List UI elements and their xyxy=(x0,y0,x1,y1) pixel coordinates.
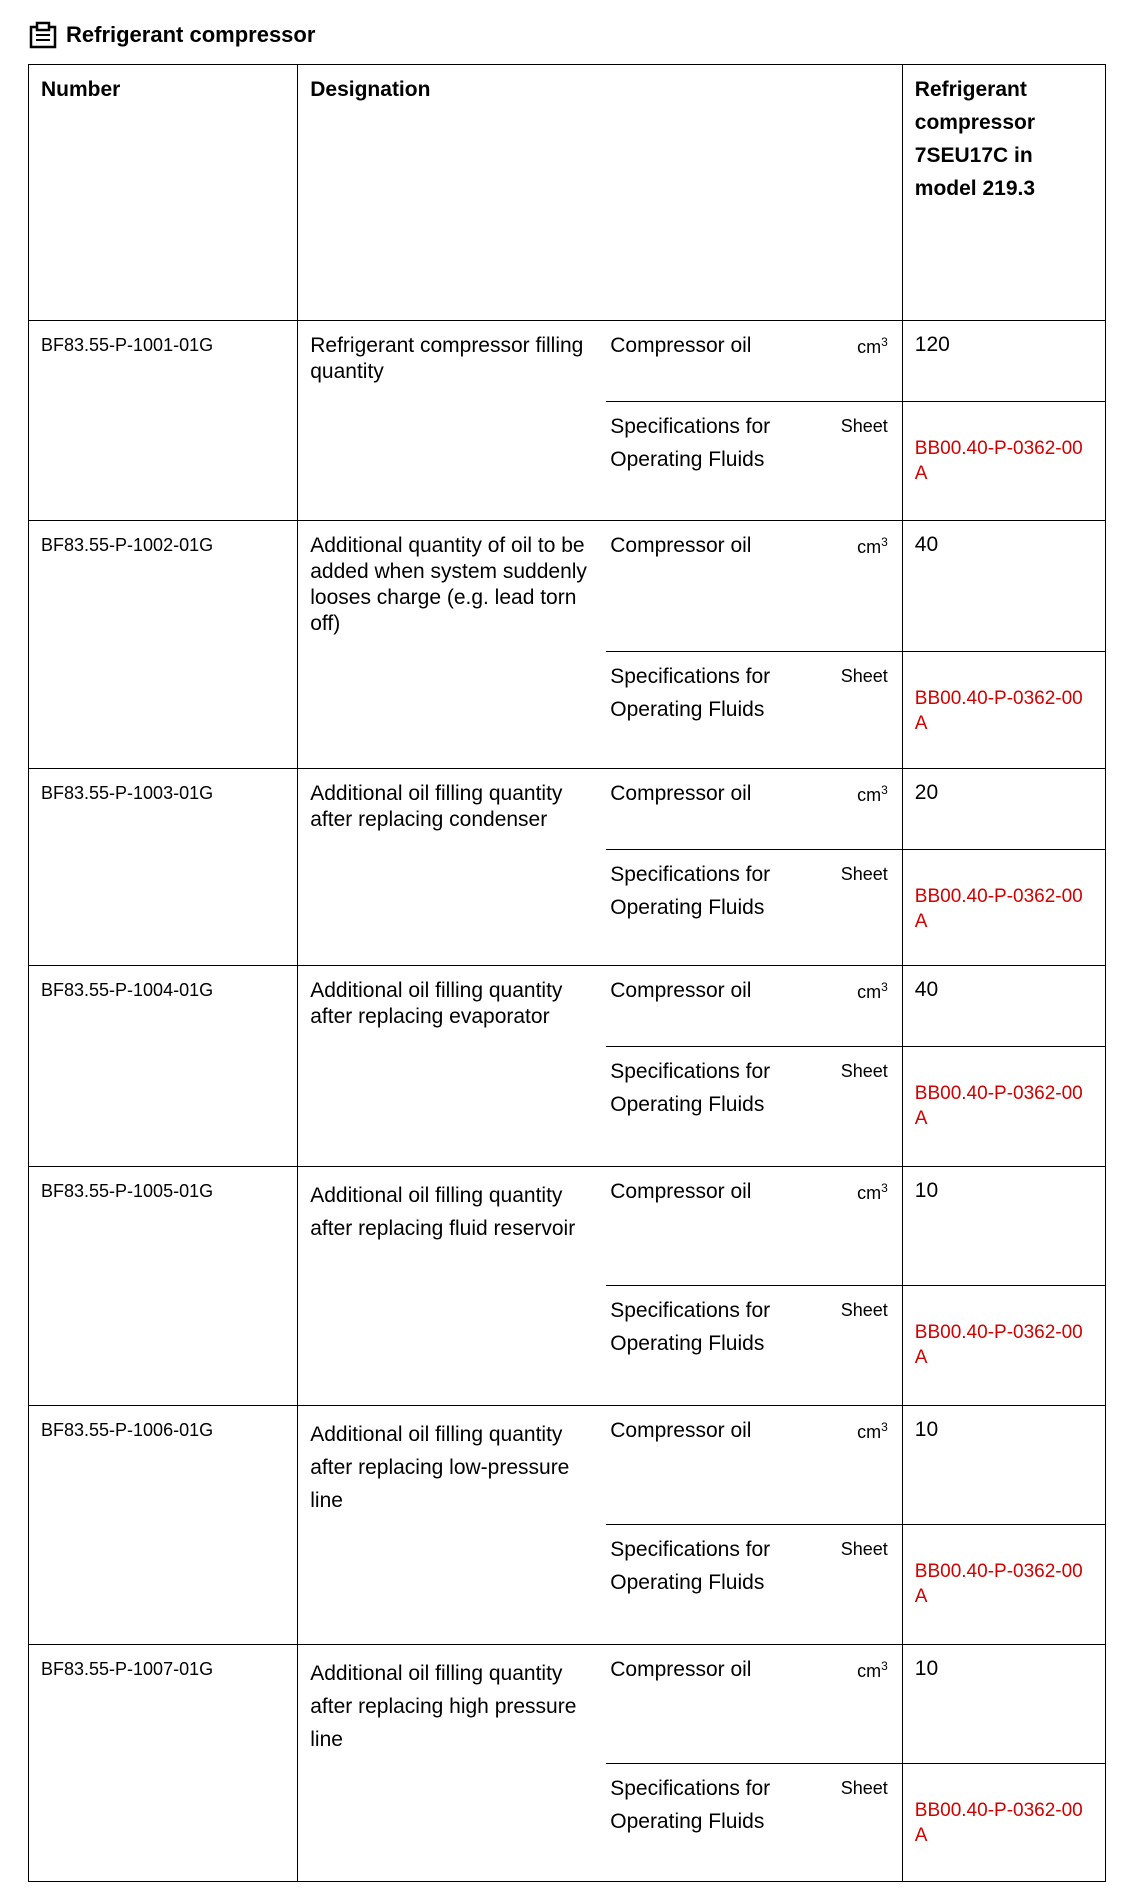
spec-label: Specifications for Operating Fluids xyxy=(610,665,771,721)
unit-label: $cm^3$ xyxy=(857,1659,888,1681)
row-designation-cell xyxy=(298,1167,903,1406)
spec-reference-link[interactable]: BB00.40-P-0362-00 A xyxy=(903,651,1105,768)
oil-subrow xyxy=(606,521,902,651)
spec-label: Specifications for Operating Fluids xyxy=(610,1538,771,1594)
row-designation: Additional quantity of oil to be added when system suddenly looses charge (e.g. lead torn off) xyxy=(310,534,587,635)
compressor-oil-label: Compressor oil xyxy=(610,534,752,557)
row-value-cell xyxy=(902,1406,1105,1645)
oil-subrow xyxy=(606,1167,902,1285)
sheet-label: Sheet xyxy=(840,1778,888,1798)
row-value-cell xyxy=(902,1167,1105,1406)
row-designation: Refrigerant compressor filling quantity xyxy=(310,334,584,383)
compressor-oil-label: Compressor oil xyxy=(610,782,752,805)
spec-reference-link[interactable]: BB00.40-P-0362-00 A xyxy=(903,1046,1105,1166)
page-title-text: Refrigerant compressor xyxy=(66,22,316,47)
sheet-label: Sheet xyxy=(840,864,888,884)
spec-subrow xyxy=(606,1046,902,1166)
oil-subrow xyxy=(606,1406,902,1524)
spec-label: Specifications for Operating Fluids xyxy=(610,1299,771,1355)
row-designation-cell xyxy=(298,769,903,966)
spec-label: Specifications for Operating Fluids xyxy=(610,1060,771,1116)
spec-reference-link[interactable]: BB00.40-P-0362-00 A xyxy=(903,1763,1105,1881)
sheet-label: Sheet xyxy=(840,1061,888,1081)
row-designation: Additional oil filling quantity after replacing low-pressure line xyxy=(310,1423,570,1512)
header-value: Refrigerant compressor 7SEU17C in model 219.3 xyxy=(902,65,1105,321)
table-row xyxy=(29,521,1106,769)
page-title xyxy=(28,18,315,52)
row-value-cell xyxy=(902,321,1105,521)
oil-quantity: 40 xyxy=(914,533,939,556)
header-designation: Designation xyxy=(298,65,903,321)
oil-quantity: 40 xyxy=(914,978,939,1001)
spec-subrow xyxy=(606,849,902,965)
row-designation-cell xyxy=(298,966,903,1167)
compressor-oil-label: Compressor oil xyxy=(610,334,752,357)
unit-label: $cm^3$ xyxy=(857,335,888,357)
compressor-oil-label: Compressor oil xyxy=(610,1419,752,1442)
sheet-label: Sheet xyxy=(840,1300,888,1320)
row-value-cell xyxy=(902,769,1105,966)
oil-quantity: 120 xyxy=(914,333,950,356)
row-number: BF83.55-P-1006-01G xyxy=(29,1406,298,1645)
spec-subrow xyxy=(606,1285,902,1405)
oil-quantity: 20 xyxy=(914,781,939,804)
row-designation: Additional oil filling quantity after replacing condenser xyxy=(310,782,563,831)
unit-label: $cm^3$ xyxy=(857,1181,888,1203)
spec-subrow xyxy=(606,1524,902,1644)
spec-subrow xyxy=(606,651,902,768)
oil-subrow xyxy=(606,769,902,849)
sheet-label: Sheet xyxy=(840,666,888,686)
spec-reference-link[interactable]: BB00.40-P-0362-00 A xyxy=(903,401,1105,520)
header-number: Number xyxy=(29,65,298,321)
spec-reference-link[interactable]: BB00.40-P-0362-00 A xyxy=(903,849,1105,965)
row-number: BF83.55-P-1003-01G xyxy=(29,769,298,966)
spec-reference-link[interactable]: BB00.40-P-0362-00 A xyxy=(903,1524,1105,1644)
table-row xyxy=(29,1645,1106,1882)
spec-reference-link[interactable]: BB00.40-P-0362-00 A xyxy=(903,1285,1105,1405)
oil-subrow xyxy=(606,966,902,1046)
row-designation: Additional oil filling quantity after replacing high pressure line xyxy=(310,1662,577,1751)
table-row xyxy=(29,1167,1106,1406)
table-row xyxy=(29,966,1106,1167)
sheet-label: Sheet xyxy=(840,1539,888,1559)
row-value-cell xyxy=(902,966,1105,1167)
header-row xyxy=(29,65,1106,321)
row-designation: Additional oil filling quantity after replacing fluid reservoir xyxy=(310,1184,576,1240)
row-number: BF83.55-P-1007-01G xyxy=(29,1645,298,1882)
row-value-cell xyxy=(902,1645,1105,1882)
unit-label: $cm^3$ xyxy=(857,783,888,805)
spec-subrow xyxy=(606,401,902,520)
row-designation-cell xyxy=(298,321,903,521)
row-number: BF83.55-P-1004-01G xyxy=(29,966,298,1167)
compressor-oil-label: Compressor oil xyxy=(610,1658,752,1681)
unit-label: $cm^3$ xyxy=(857,535,888,557)
table-row xyxy=(29,321,1106,521)
spec-subrow xyxy=(606,1763,902,1881)
table-row xyxy=(29,769,1106,966)
spec-label: Specifications for Operating Fluids xyxy=(610,863,771,919)
spec-table xyxy=(28,64,1106,1882)
spec-label: Specifications for Operating Fluids xyxy=(610,1777,771,1833)
compressor-oil-label: Compressor oil xyxy=(610,1180,752,1203)
row-number: BF83.55-P-1001-01G xyxy=(29,321,298,521)
row-number: BF83.55-P-1002-01G xyxy=(29,521,298,769)
unit-label: $cm^3$ xyxy=(857,980,888,1002)
document-icon xyxy=(28,20,58,50)
row-value-cell xyxy=(902,521,1105,769)
table-row xyxy=(29,1406,1106,1645)
row-designation-cell xyxy=(298,521,903,769)
spec-label: Specifications for Operating Fluids xyxy=(610,415,771,471)
oil-quantity: 10 xyxy=(914,1418,939,1441)
sheet-label: Sheet xyxy=(840,416,888,436)
row-designation-cell xyxy=(298,1645,903,1882)
oil-subrow xyxy=(606,1645,902,1763)
oil-subrow xyxy=(606,321,902,401)
row-designation: Additional oil filling quantity after replacing evaporator xyxy=(310,979,563,1028)
row-designation-cell xyxy=(298,1406,903,1645)
compressor-oil-label: Compressor oil xyxy=(610,979,752,1002)
row-number: BF83.55-P-1005-01G xyxy=(29,1167,298,1406)
unit-label: $cm^3$ xyxy=(857,1420,888,1442)
oil-quantity: 10 xyxy=(914,1657,939,1680)
oil-quantity: 10 xyxy=(914,1179,939,1202)
